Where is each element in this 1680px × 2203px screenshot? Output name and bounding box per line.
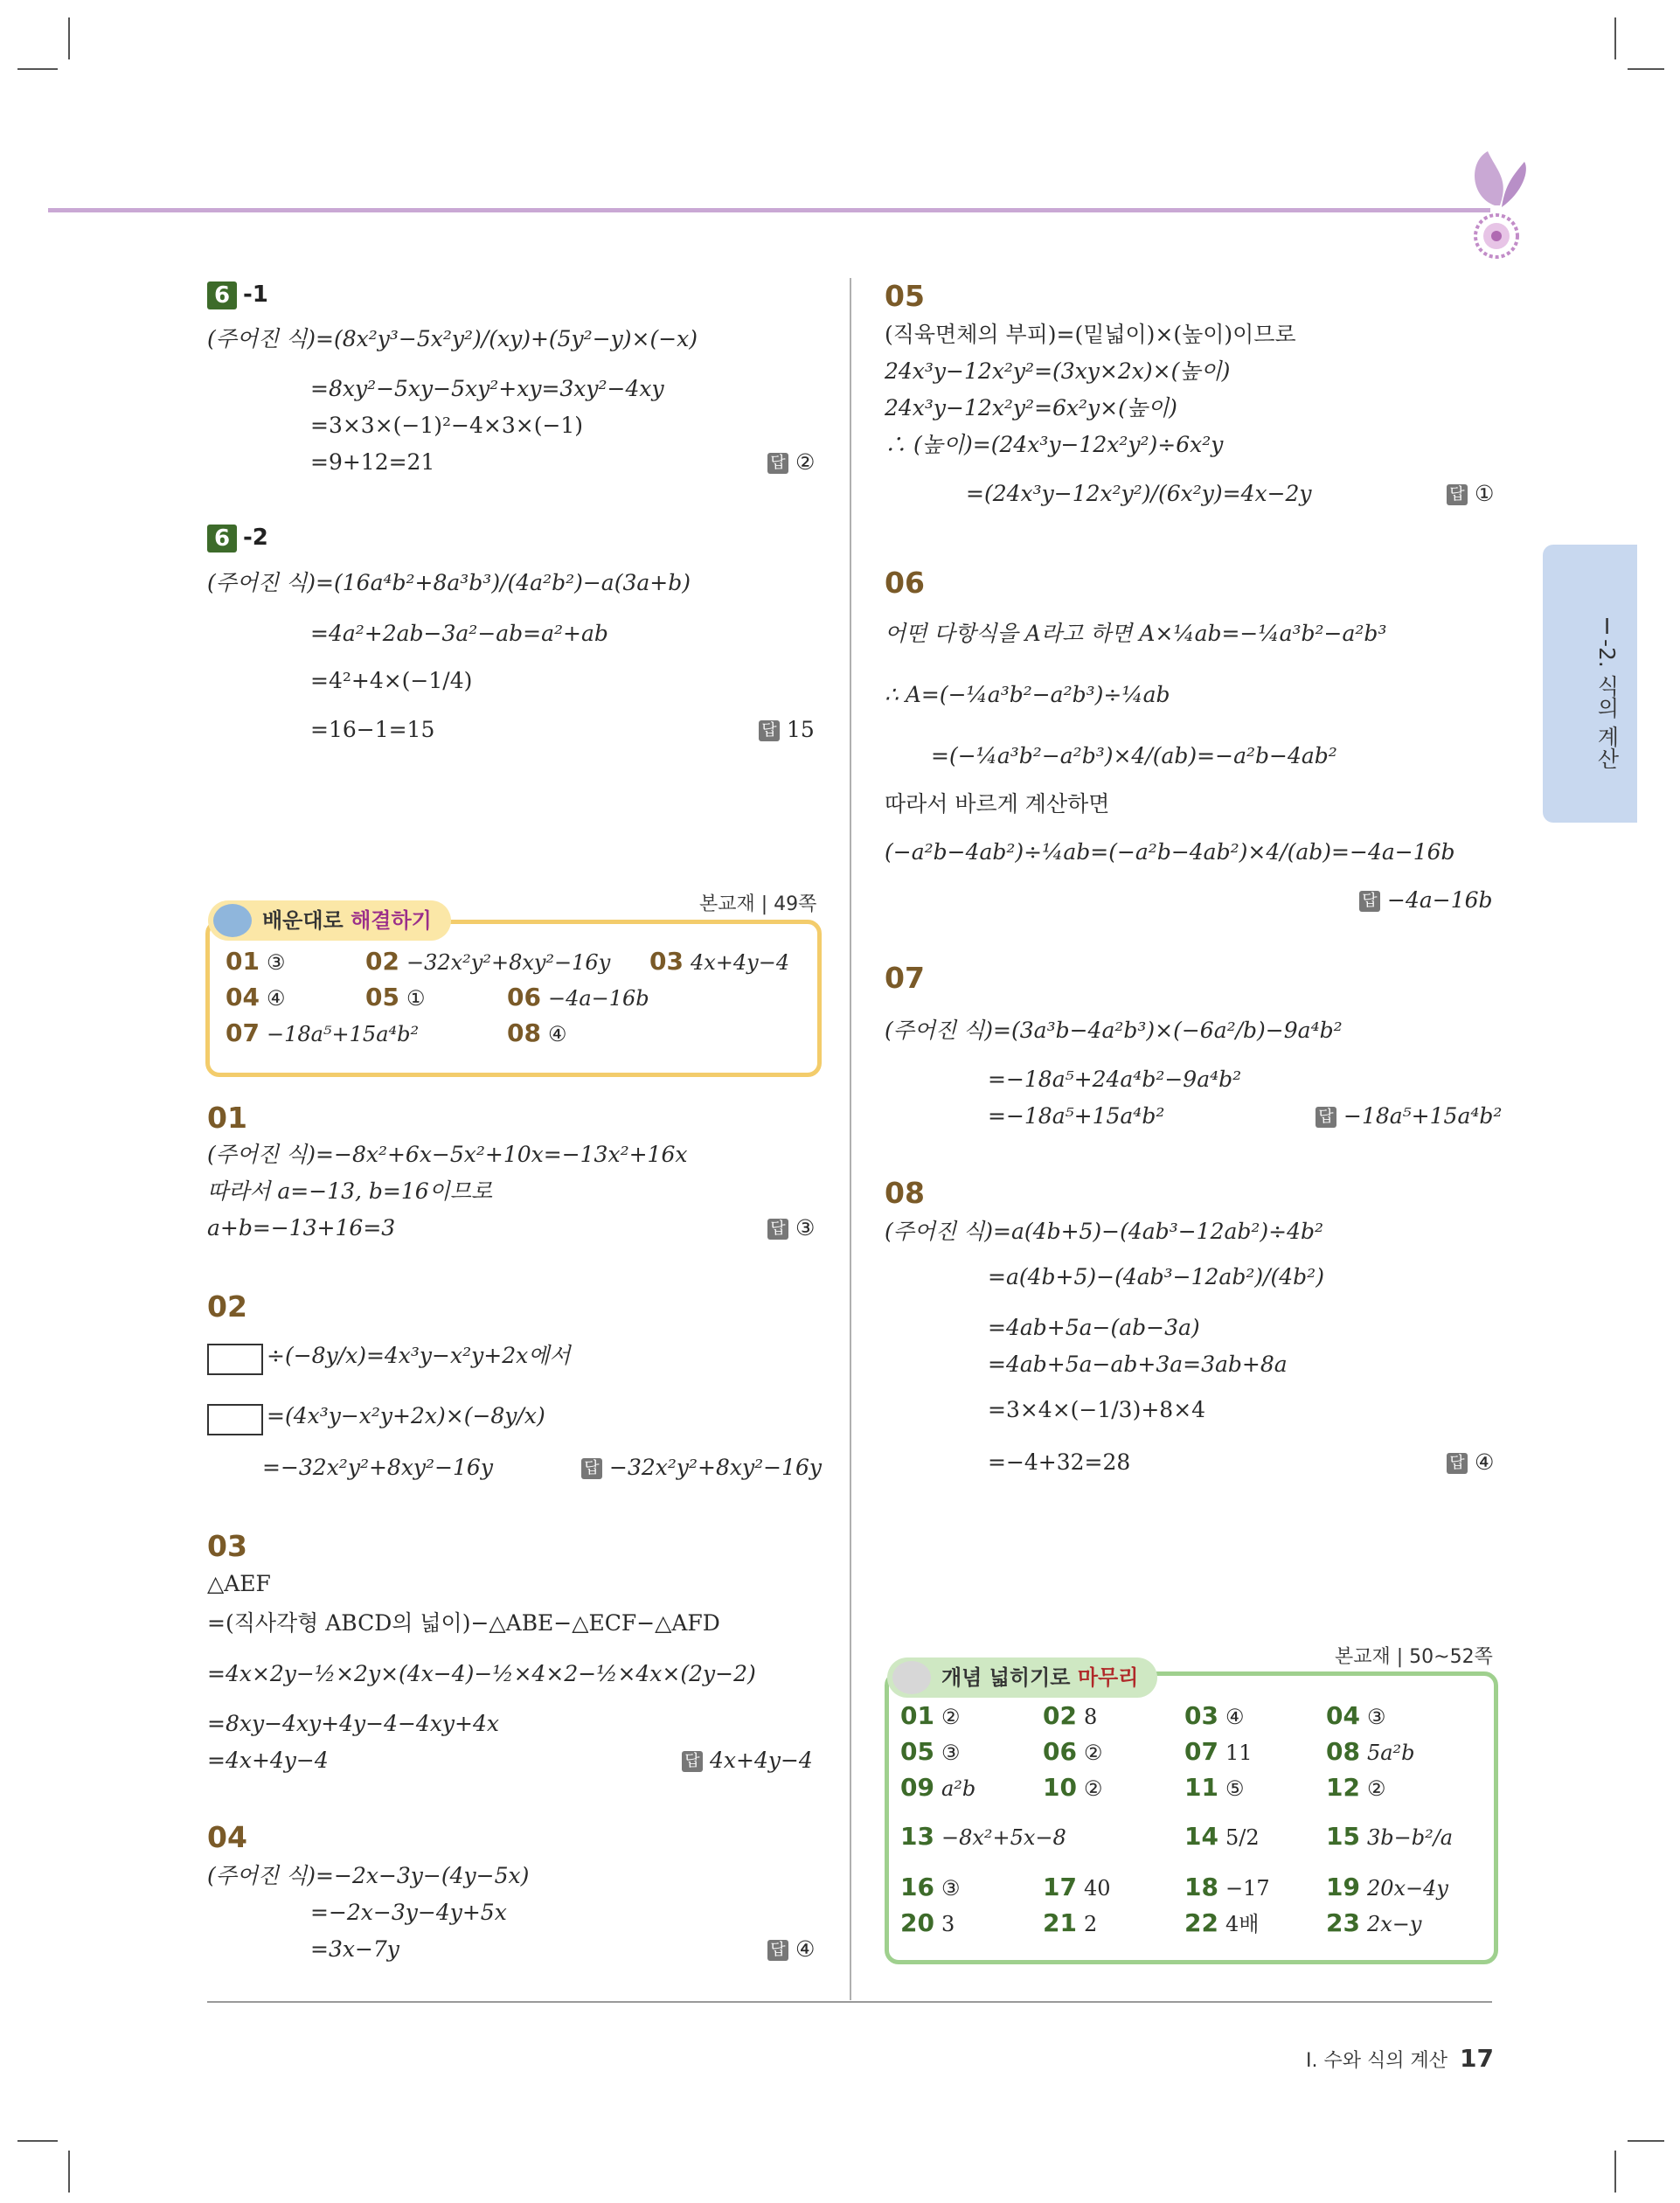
solution-line: =−18a⁵+15a⁴b² — [988, 1103, 1165, 1129]
answer: 답 15 — [759, 717, 815, 743]
question-number: 02 — [207, 1289, 247, 1324]
solution-line: =3x−7y — [310, 1936, 399, 1962]
summary-item: 06 −4a−16b — [507, 983, 649, 1011]
solution-line: 어떤 다항식을 A라고 하면 A×¼ab=−¼a³b²−a²b³ — [885, 621, 1387, 646]
summary-item: 08 5a²b — [1326, 1737, 1415, 1766]
solution-line: =a(4b+5)−(4ab³−12ab²)/(4b²) — [988, 1264, 1324, 1289]
solution-line: ∴ A=(−¼a³b²−a²b³)÷¼ab — [885, 682, 1170, 707]
solution-line: (주어진 식)=(3a³b−4a²b³)×(−6a²/b)−9a⁴b² — [885, 1018, 1343, 1043]
crop-mark — [1628, 68, 1664, 70]
solution-line: ∴ (높이)=(24x³y−12x²y²)÷6x²y — [885, 432, 1224, 457]
answer-mark-icon: 답 — [682, 1751, 703, 1772]
solution-line: =4a²+2ab−3a²−ab=a²+ab — [310, 621, 608, 646]
summary-title-wrapup: 개념 넓히기로 마무리 — [887, 1657, 1157, 1698]
problem-badge-suffix: -1 — [243, 281, 268, 308]
summary-item: 02 8 — [1043, 1701, 1098, 1730]
question-number: 07 — [885, 961, 925, 995]
solution-line: =(4x³y−x²y+2x)×(−8y/x) — [267, 1403, 545, 1428]
solution-line: (주어진 식)=a(4b+5)−(4ab³−12ab²)÷4b² — [885, 1219, 1324, 1244]
summary-item: 04 ③ — [1326, 1701, 1386, 1730]
page-footer — [1306, 2044, 1494, 2073]
solution-line: =−18a⁵+24a⁴b²−9a⁴b² — [988, 1067, 1242, 1092]
answer: 답 ④ — [1447, 1449, 1494, 1476]
crop-mark — [68, 2151, 70, 2193]
solution-line: 따라서 a=−13, b=16이므로 — [207, 1178, 493, 1204]
solution-line: 24x³y−12x²y²=6x²y×(높이) — [885, 395, 1177, 420]
solution-line: =4²+4×(−1/4) — [310, 668, 473, 693]
answer: 답 ④ — [767, 1936, 815, 1963]
summary-title-solve: 배운대로 해결하기 — [208, 900, 451, 941]
problem-badge: 6 — [207, 281, 237, 309]
question-number: 01 — [207, 1101, 247, 1135]
question-number: 05 — [885, 279, 925, 313]
answer-mark-icon: 답 — [767, 453, 788, 474]
solution-line: =−4+32=28 — [988, 1449, 1131, 1475]
summary-item: 16 ③ — [900, 1873, 961, 1901]
summary-item: 06 ② — [1043, 1737, 1103, 1766]
summary-item: 09 a²b — [900, 1773, 976, 1802]
answer: 답 4x+4y−4 — [682, 1748, 813, 1774]
solution-line: 따라서 바르게 계산하면 — [885, 791, 1110, 817]
summary-item: 10 ② — [1043, 1773, 1103, 1802]
solution-line: =−2x−3y−4y+5x — [310, 1900, 507, 1925]
summary-item: 01 ② — [900, 1701, 961, 1730]
summary-item: 18 −17 — [1184, 1873, 1270, 1901]
solution-line: ÷(−8y/x)=4x³y−x²y+2x에서 — [267, 1343, 571, 1368]
blank-box — [207, 1344, 263, 1375]
solution-line: (주어진 식)=(8x²y³−5x²y²)/(xy)+(5y²−y)×(−x) — [207, 326, 698, 351]
solution-line: =4x+4y−4 — [207, 1748, 329, 1773]
blank-box — [207, 1404, 263, 1435]
chapter-side-tab — [1543, 545, 1637, 823]
textbook-reference: 본교재 | 49쪽 — [699, 893, 817, 915]
solution-line: (−a²b−4ab²)÷¼ab=(−a²b−4ab²)×4/(ab)=−4a−16b — [885, 839, 1455, 865]
question-number: 06 — [885, 566, 925, 600]
solution-line: (주어진 식)=−2x−3y−(4y−5x) — [207, 1863, 530, 1888]
answer: 답 −32x²y²+8xy²−16y — [581, 1455, 822, 1481]
summary-item: 08 ④ — [507, 1018, 567, 1047]
solution-line: =4ab+5a−ab+3a=3ab+8a — [988, 1352, 1288, 1377]
crop-mark — [1614, 17, 1616, 59]
answer-mark-icon: 답 — [581, 1458, 602, 1479]
summary-item: 05 ① — [365, 983, 426, 1011]
chapter-side-tab-label: Ⅰ-2. 식의 계산 — [1594, 614, 1620, 769]
solution-line: =4x×2y−½×2y×(4x−4)−½×4×2−½×4x×(2y−2) — [207, 1661, 756, 1686]
answer-mark-icon: 답 — [1447, 1453, 1468, 1474]
bottom-rule — [207, 2001, 1492, 2003]
summary-item: 23 2x−y — [1326, 1908, 1422, 1937]
question-number: 08 — [885, 1176, 925, 1210]
page-number: 17 — [1460, 2044, 1494, 2073]
summary-item: 14 5/2 — [1184, 1822, 1260, 1851]
answer-mark-icon: 답 — [767, 1940, 788, 1961]
crop-mark — [17, 2140, 58, 2142]
solution-line: =8xy−4xy+4y−4−4xy+4x — [207, 1711, 500, 1736]
answer-mark-icon: 답 — [759, 720, 780, 741]
answer-mark-icon: 답 — [1359, 891, 1380, 912]
header-rule — [48, 208, 1490, 212]
solution-line: =(−¼a³b²−a²b³)×4/(ab)=−a²b−4ab² — [931, 743, 1337, 768]
answer-mark-icon: 답 — [1316, 1107, 1336, 1128]
summary-item: 21 2 — [1043, 1908, 1098, 1937]
solution-line: (직육면체의 부피)=(밑넓이)×(높이)이므로 — [885, 322, 1296, 347]
problem-badge: 6 — [207, 525, 237, 552]
summary-item: 22 4배 — [1184, 1908, 1260, 1937]
summary-item: 19 20x−4y — [1326, 1873, 1448, 1901]
summary-item: 17 40 — [1043, 1873, 1111, 1901]
answer: 답 −4a−16b — [1359, 887, 1493, 914]
summary-item: 02 −32x²y²+8xy²−16y — [365, 947, 611, 976]
summary-item: 07 −18a⁵+15a⁴b² — [226, 1018, 420, 1047]
solution-line: a+b=−13+16=3 — [207, 1215, 396, 1240]
textbook-reference: 본교재 | 50~52쪽 — [1335, 1646, 1493, 1668]
summary-item: 12 ② — [1326, 1773, 1386, 1802]
summary-item: 20 3 — [900, 1908, 955, 1937]
summary-item: 11 ⑤ — [1184, 1773, 1245, 1802]
solution-line: =16−1=15 — [310, 717, 435, 742]
solution-line: =−32x²y²+8xy²−16y — [262, 1455, 493, 1480]
summary-item: 01 ③ — [226, 947, 286, 976]
answer: 답 ① — [1447, 481, 1494, 507]
summary-item: 04 ④ — [226, 983, 286, 1011]
answer: 답 ② — [767, 449, 815, 476]
solution-line: =(직사각형 ABCD의 넓이)−△ABE−△ECF−△AFD — [207, 1610, 720, 1636]
solution-line: =(24x³y−12x²y²)/(6x²y)=4x−2y — [966, 481, 1312, 506]
elephant-icon — [892, 1661, 931, 1694]
answer: 답 −18a⁵+15a⁴b² — [1316, 1103, 1502, 1129]
solution-line: =8xy²−5xy−5xy²+xy=3xy²−4xy — [310, 376, 664, 401]
summary-item: 15 3b−b²/a — [1326, 1822, 1454, 1851]
summary-item: 13 −8x²+5x−8 — [900, 1822, 1066, 1851]
summary-item: 03 4x+4y−4 — [649, 947, 790, 976]
answer-mark-icon: 답 — [1447, 484, 1468, 505]
answer: 답 ③ — [767, 1215, 815, 1241]
solution-line: =3×4×(−1/3)+8×4 — [988, 1397, 1206, 1422]
solution-line: (주어진 식)=(16a⁴b²+8a³b³)/(4a²b²)−a(3a+b) — [207, 570, 691, 595]
column-divider — [850, 278, 851, 2000]
footer-chapter: Ⅰ. 수와 식의 계산 — [1306, 2050, 1448, 2072]
summary-item: 03 ④ — [1184, 1701, 1245, 1730]
solution-line: =9+12=21 — [310, 449, 435, 475]
solution-line: 24x³y−12x²y²=(3xy×2x)×(높이) — [885, 358, 1231, 384]
solution-line: △AEF — [207, 1571, 271, 1596]
solution-line: =3×3×(−1)²−4×3×(−1) — [310, 413, 584, 438]
summary-item: 05 ③ — [900, 1737, 961, 1766]
problem-badge-suffix: -2 — [243, 525, 268, 551]
crop-mark — [1614, 2151, 1616, 2193]
bird-icon — [213, 904, 252, 937]
crop-mark — [68, 17, 70, 59]
summary-item: 07 11 — [1184, 1737, 1253, 1766]
crop-mark — [1628, 2140, 1664, 2142]
solution-line: =4ab+5a−(ab−3a) — [988, 1315, 1200, 1340]
question-number: 04 — [207, 1820, 247, 1854]
crop-mark — [17, 68, 58, 70]
question-number: 03 — [207, 1529, 247, 1563]
answer-mark-icon: 답 — [767, 1219, 788, 1240]
flower-ornament-icon — [1461, 144, 1531, 262]
solution-line: (주어진 식)=−8x²+6x−5x²+10x=−13x²+16x — [207, 1142, 688, 1167]
